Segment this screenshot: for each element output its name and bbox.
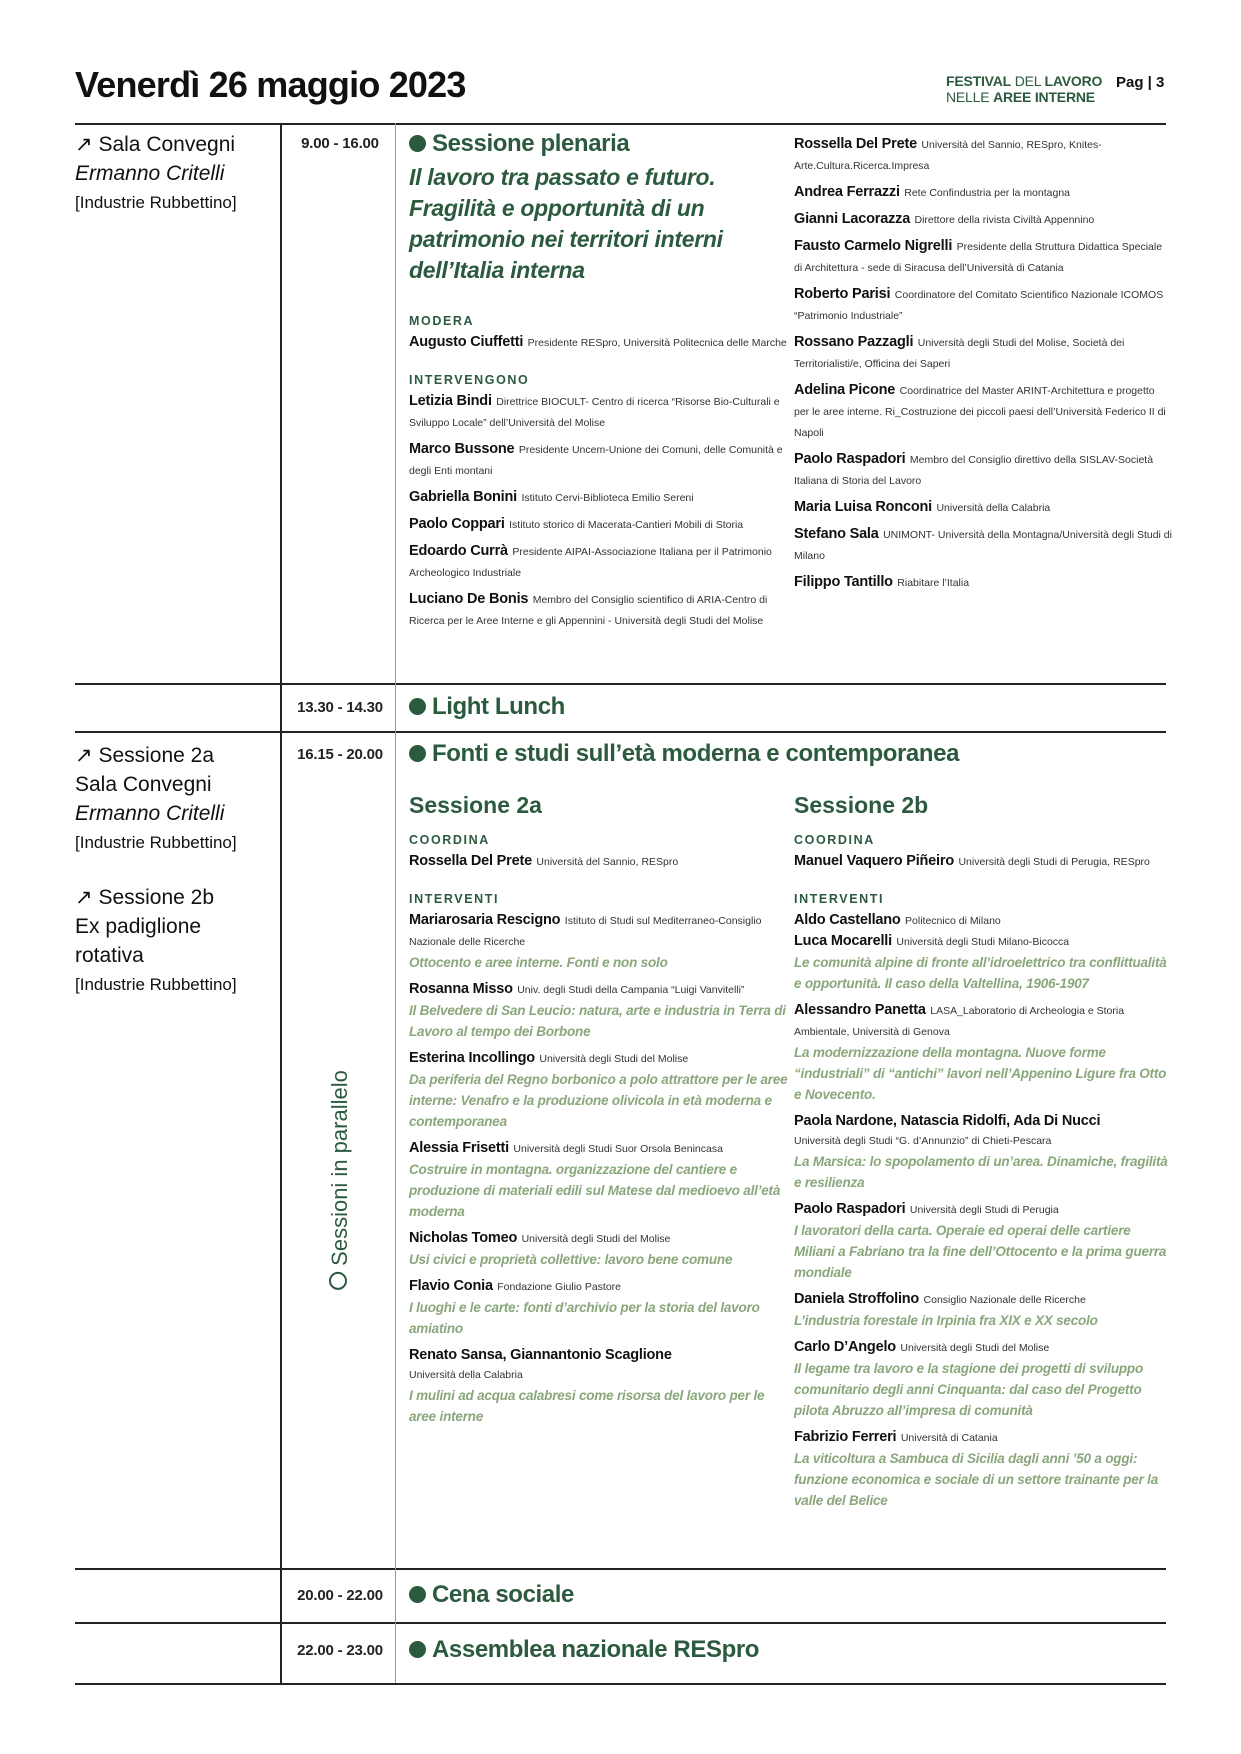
speaker-affiliation: Direttore della rivista Civiltà Appennino — [914, 214, 1095, 226]
talk-title: Costruire in montagna. organizzazione del cantiere e produzione di materiali edili sul Matese dal medioevo all’età moderna — [409, 1162, 781, 1219]
talk-title: La modernizzazione della montagna. Nuove forme “industriali” di “antichi” lavori nell’Appenino Ligure fra Otto e Novecento. — [794, 1045, 1167, 1102]
speaker-name: Maria Luisa Ronconi — [794, 499, 932, 515]
rule-after-parallel — [75, 1568, 1166, 1570]
speaker-affiliation: Istituto Cervi-Biblioteca Emilio Sereni — [521, 492, 694, 504]
room-name: Sala Convegni — [98, 133, 236, 156]
session-title: Fonti e studi sull’età moderna e contemporanea — [432, 740, 960, 767]
bullet-dot-icon — [409, 745, 426, 762]
speaker-affiliation: Riabitare l’Italia — [897, 577, 970, 589]
talk-entry — [409, 1048, 789, 1132]
talk-title: Usi civici e proprietà collettive: lavoro bene comune — [409, 1252, 733, 1267]
rule-after-lunch — [75, 731, 1166, 733]
speaker-affiliation: UNIMONT- Università della Montagna/Università degli Studi di Milano — [794, 529, 1172, 562]
time-dinner: 20.00 - 22.00 — [297, 1587, 383, 1604]
talk-entry — [794, 1337, 1169, 1421]
speaker-entry — [794, 572, 1172, 593]
speaker-name: Adelina Picone — [794, 382, 896, 398]
logo-word-festival: FESTIVAL — [946, 73, 1012, 89]
logo-word-del: DEL — [1011, 73, 1045, 89]
speaker-name: Carlo D’Angelo — [794, 1339, 896, 1355]
speaker-affiliation: Università degli Studi del Molise, Società dei Territorialisti/e, Officina dei Saperi — [794, 337, 1125, 370]
rule-top — [75, 123, 1166, 125]
speaker-affiliation: Università di Catania — [900, 1432, 998, 1444]
speaker-affiliation: Università della Calabria — [936, 502, 1051, 514]
room-parallel — [75, 741, 275, 999]
speaker-name: Paolo Raspadori — [794, 1201, 906, 1217]
label-intervengono: INTERVENGONO — [409, 373, 530, 387]
talk-entry — [409, 1345, 789, 1427]
talk-title: Il legame tra lavoro e la stagione dei progetti di sviluppo comunitario degli anni Cinquanta: dal caso del Progetto pilota Abruzzo all’impresa di comunità — [794, 1361, 1144, 1418]
speaker-affiliation: Direttrice BIOCULT- Centro di ricerca “Risorse Bio-Culturali e Sviluppo Locale” dell’Università del Molise — [409, 396, 780, 429]
speaker-name: Paola Nardone, Natascia Ridolfi, Ada Di Nucci — [794, 1113, 1101, 1129]
coordinator — [409, 851, 789, 872]
speaker-affiliation: Università della Calabria — [409, 1369, 523, 1381]
session-title: Cena sociale — [432, 1581, 574, 1608]
session-2a-title: Sessione 2a — [409, 792, 542, 818]
speaker-affiliation: Politecnico di Milano — [905, 915, 1001, 927]
speaker-affiliation: Membro del Consiglio scientifico di ARIA-Centro di Ricerca per le Aree Interne e gli Appennini - Università degli Studi del Molise — [409, 594, 768, 627]
speaker-entry — [409, 487, 789, 508]
rule-after-dinner — [75, 1622, 1166, 1624]
speaker-affiliation: Università degli Studi del Molise — [521, 1233, 671, 1245]
speaker-name: Esterina Incollingo — [409, 1050, 535, 1066]
speaker-name: Alessia Frisetti — [409, 1140, 509, 1156]
festival-logo — [946, 73, 1102, 105]
speaker-affiliation: Università degli Studi di Perugia, RESpro — [958, 856, 1150, 868]
talk-entry — [794, 1199, 1169, 1283]
speaker-name: Paolo Raspadori — [794, 451, 906, 467]
bullet-dot-icon — [409, 1641, 426, 1658]
talk-entry — [794, 1000, 1169, 1105]
speaker-name: Paolo Coppari — [409, 516, 505, 532]
speaker-affiliation: LASA_Laboratorio di Archeologia e Storia Ambientale, Università di Genova — [794, 1005, 1125, 1038]
session-parallel — [409, 740, 959, 768]
speaker-name: Luciano De Bonis — [409, 591, 529, 607]
room-sponsor: [Industrie Rubbettino] — [75, 975, 237, 994]
speaker-name: Rossella Del Prete — [794, 136, 917, 152]
time-assembly: 22.00 - 23.00 — [297, 1642, 383, 1659]
talk-entry — [794, 910, 1169, 994]
talk-title: I luoghi e le carte: fonti d’archivio per la storia del lavoro amiatino — [409, 1300, 760, 1336]
speaker-entry — [794, 524, 1172, 566]
logo-word-lavoro: LAVORO — [1044, 73, 1103, 89]
talk-title: La viticoltura a Sambuca di Sicilia dagli anni ’50 a oggi: funzione economica e sociale di un settore trainante per la valle del Belice — [794, 1451, 1159, 1508]
plenary-right-column — [794, 134, 1172, 599]
room-dedication: Ermanno Critelli — [75, 802, 225, 825]
speaker-affiliation: Rete Confindustria per la montagna — [904, 187, 1071, 199]
label-coordina: COORDINA — [409, 833, 490, 847]
room-dedication: Ermanno Critelli — [75, 162, 225, 185]
room-session: Sessione 2b — [98, 886, 215, 909]
bullet-dot-icon — [409, 1586, 426, 1603]
speaker-entry — [409, 439, 789, 481]
time-parallel: 16.15 - 20.00 — [297, 746, 383, 763]
bullet-dot-icon — [409, 135, 426, 152]
speaker-name: Alessandro Panetta — [794, 1002, 926, 1018]
speaker-affiliation: Fondazione Giulio Pastore — [497, 1281, 622, 1293]
speaker-name: Daniela Stroffolino — [794, 1291, 920, 1307]
logo-word-aree-interne: AREE INTERNE — [993, 89, 1095, 105]
speaker-entry — [794, 284, 1172, 326]
speaker-affiliation: Università degli Studi di Perugia — [909, 1204, 1059, 1216]
speaker-entry — [794, 380, 1172, 443]
talk-title: Il Belvedere di San Leucio: natura, arte e industria in Terra di Lavoro al tempo dei Borbone — [409, 1003, 786, 1039]
speaker-entry — [409, 589, 789, 631]
speaker-affiliation: Università degli Studi Milano-Bicocca — [896, 936, 1070, 948]
speaker-affiliation: Istituto storico di Macerata-Cantieri Mobili di Storia — [509, 519, 744, 531]
arrow-icon: ↗ — [75, 744, 93, 767]
time-lunch: 13.30 - 14.30 — [297, 699, 383, 716]
speaker-entry — [794, 497, 1172, 518]
rule-bottom — [75, 1683, 1166, 1685]
speaker-name: Letizia Bindi — [409, 393, 492, 409]
speaker-name: Edoardo Currà — [409, 543, 508, 559]
speaker-name: Luca Mocarelli — [794, 933, 892, 949]
talk-entry — [409, 910, 789, 973]
speaker-name: Filippo Tantillo — [794, 574, 893, 590]
talk-title: L’industria forestale in Irpinia fra XIX e XX secolo — [794, 1313, 1098, 1328]
label-interventi: INTERVENTI — [794, 892, 885, 906]
session-2b-title: Sessione 2b — [794, 792, 929, 818]
session-title: Assemblea nazionale RESpro — [432, 1636, 760, 1663]
vertical-label — [327, 1070, 353, 1290]
speaker-affiliation: Membro del Consiglio direttivo della SISLAV-Società Italiana di Storia del Lavoro — [794, 454, 1154, 487]
speaker-affiliation: Coordinatore del Comitato Scientifico Nazionale ICOMOS “Patrimonio Industriale” — [794, 289, 1164, 322]
plenary-subtitle: Il lavoro tra passato e futuro. Fragilità e opportunità di un patrimonio nei territori interni dell’Italia interna — [409, 164, 723, 283]
speaker-name: Andrea Ferrazzi — [794, 184, 900, 200]
speaker-affiliation: Università degli Studi del Molise — [900, 1342, 1050, 1354]
talk-entry — [409, 1138, 789, 1222]
session-dinner — [409, 1581, 574, 1609]
speaker-name: Gianni Lacorazza — [794, 211, 911, 227]
speaker-name: Rossano Pazzagli — [794, 334, 914, 350]
room-name: Ex padiglione — [75, 915, 202, 938]
speaker-name: Rosanna Misso — [409, 981, 513, 997]
time-plenary: 9.00 - 16.00 — [301, 135, 379, 152]
speaker-name: Fabrizio Ferreri — [794, 1429, 897, 1445]
speaker-name: Aldo Castellano — [794, 912, 901, 928]
talk-entry — [409, 1228, 789, 1270]
speaker-entry — [794, 332, 1172, 374]
moderator — [409, 332, 789, 353]
speaker-entry — [794, 182, 1172, 203]
speaker-affiliation: Presidente RESpro, Università Politecnica delle Marche — [527, 337, 787, 349]
time-divider — [395, 123, 396, 1683]
talk-title: I lavoratori della carta. Operaie ed operai delle cartiere Miliani a Fabriano tra la fine dell’Ottocento e la prima guerra mondiale — [794, 1223, 1167, 1280]
speaker-name: Renato Sansa, Giannantonio Scaglione — [409, 1347, 672, 1363]
session-2b-column — [794, 792, 1169, 1517]
speaker-entry — [409, 514, 789, 535]
label-modera: MODERA — [409, 314, 475, 328]
speaker-affiliation: Consiglio Nazionale delle Ricerche — [923, 1294, 1086, 1306]
speaker-name: Flavio Conia — [409, 1278, 493, 1294]
speaker-affiliation: Università del Sannio, RESpro, Knites-Arte.Cultura.Ricerca.Impresa — [794, 139, 1102, 172]
speaker-entry — [409, 391, 789, 433]
speaker-name: Roberto Parisi — [794, 286, 891, 302]
talk-entry — [794, 1289, 1169, 1331]
talk-entry — [794, 1427, 1169, 1511]
speaker-name: Rossella Del Prete — [409, 853, 532, 869]
talk-title: Ottocento e aree interne. Fonti e non solo — [409, 955, 668, 970]
circle-outline-icon — [329, 1272, 347, 1290]
speaker-affiliation: Presidente Uncem-Unione dei Comuni, delle Comunità e degli Enti montani — [409, 444, 783, 477]
arrow-icon: ↗ — [75, 133, 93, 156]
session-plenary — [409, 130, 629, 158]
room-name: Sala Convegni — [75, 773, 212, 796]
coordinator — [794, 851, 1169, 872]
speaker-affiliation: Università degli Studi del Molise — [539, 1053, 689, 1065]
speaker-entry — [794, 209, 1172, 230]
speaker-affiliation: Università degli Studi Suor Orsola Benincasa — [513, 1143, 723, 1155]
speaker-entry — [794, 449, 1172, 491]
session-lunch — [409, 693, 565, 721]
speaker-affiliation: Università degli Studi “G. d’Annunzio” di Chieti-Pescara — [794, 1135, 1052, 1147]
talk-title: Le comunità alpine di fronte all’idroelettrico tra conflittualità e opportunità. Il caso della Valtellina, 1906-1907 — [794, 955, 1167, 991]
page-title: Venerdì 26 maggio 2023 — [75, 64, 466, 105]
session-title: Light Lunch — [432, 693, 565, 720]
room-plenary — [75, 130, 275, 217]
column-divider — [280, 123, 282, 1683]
speaker-affiliation: Istituto di Studi sul Mediterraneo-Consiglio Nazionale delle Ricerche — [409, 915, 762, 948]
room-session: Sessione 2a — [98, 744, 215, 767]
talk-title: Da periferia del Regno borbonico a polo attrattore per le aree interne: Venafro e la produzione olivicola in età moderna e contemporanea — [409, 1072, 788, 1129]
speaker-name: Marco Bussone — [409, 441, 515, 457]
speaker-name: Gabriella Bonini — [409, 489, 517, 505]
speaker-name: Augusto Ciuffetti — [409, 334, 524, 350]
speaker-affiliation: Univ. degli Studi della Campania “Luigi Vanvitelli” — [517, 984, 745, 996]
rule-after-plenary — [75, 683, 1166, 685]
session-assembly — [409, 1636, 759, 1664]
parallel-label: Sessioni in parallelo — [327, 1070, 352, 1266]
room-name: rotativa — [75, 944, 144, 967]
speaker-name: Fausto Carmelo Nigrelli — [794, 238, 953, 254]
speaker-name: Nicholas Tomeo — [409, 1230, 518, 1246]
talk-title: I mulini ad acqua calabresi come risorsa del lavoro per le aree interne — [409, 1388, 765, 1424]
speaker-affiliation: Presidente della Struttura Didattica Speciale di Architettura - sede di Siracusa dell’Università di Catania — [794, 241, 1163, 274]
talk-entry — [409, 979, 789, 1042]
room-sponsor: [Industrie Rubbettino] — [75, 193, 237, 212]
speaker-affiliation: Università del Sannio, RESpro — [536, 856, 679, 868]
speaker-name: Stefano Sala — [794, 526, 879, 542]
session-title: Sessione plenaria — [432, 130, 630, 157]
page-number: Pag | 3 — [1116, 74, 1165, 91]
talk-title: La Marsica: lo spopolamento di un’area. Dinamiche, fragilità e resilienza — [794, 1154, 1168, 1190]
speaker-entry — [409, 541, 789, 583]
talk-entry — [794, 1111, 1169, 1193]
session-2a-column — [409, 792, 789, 1433]
arrow-icon: ↗ — [75, 886, 93, 909]
speaker-name: Manuel Vaquero Piñeiro — [794, 853, 954, 869]
room-sponsor: [Industrie Rubbettino] — [75, 833, 237, 852]
label-coordina: COORDINA — [794, 833, 875, 847]
plenary-left-column — [409, 314, 789, 637]
speaker-affiliation: Presidente AIPAI-Associazione Italiana per il Patrimonio Archeologico Industriale — [409, 546, 772, 579]
talk-entry — [409, 1276, 789, 1339]
speaker-affiliation: Coordinatrice del Master ARINT-Architettura e progetto per le aree interne. Ri_Costruzione dei piccoli paesi dell’Università Federico II di Napoli — [794, 385, 1166, 439]
bullet-dot-icon — [409, 698, 426, 715]
speaker-entry — [794, 134, 1172, 176]
speaker-entry — [794, 236, 1172, 278]
speaker-name: Mariarosaria Rescigno — [409, 912, 561, 928]
label-interventi: INTERVENTI — [409, 892, 500, 906]
logo-word-nelle: NELLE — [946, 89, 994, 105]
